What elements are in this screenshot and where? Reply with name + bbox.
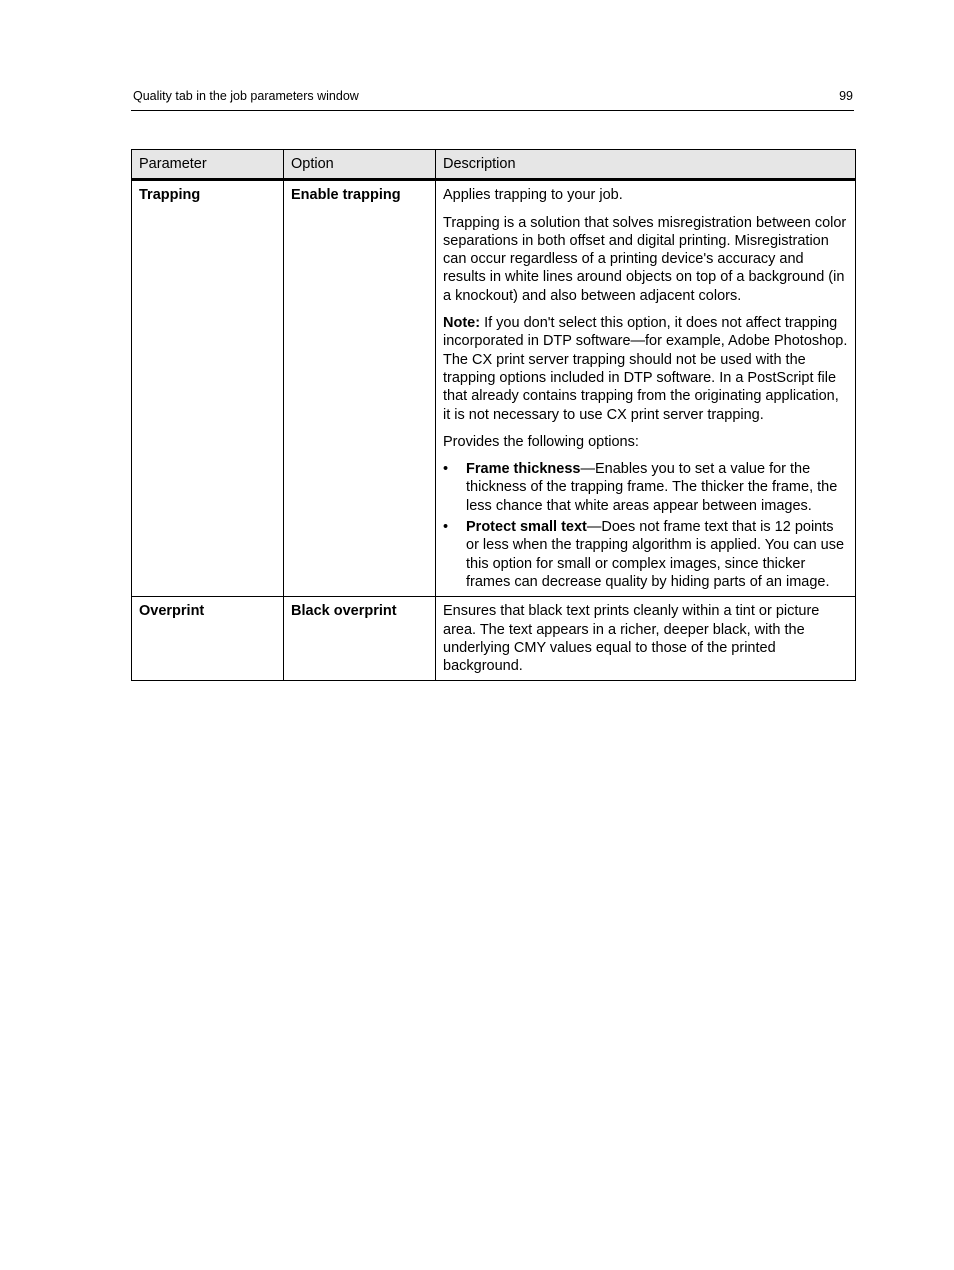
note-label: Note:: [443, 315, 481, 332]
option-text: —Enables you to set a value for the thickness of the trapping frame. The thicker the frame, the less chance that white areas appear between images.: [466, 461, 838, 514]
column-header-option: Option: [284, 150, 436, 180]
column-header-parameter: Parameter: [132, 150, 284, 180]
description-paragraph: Trapping is a solution that solves misregistration between color separations in both offset and digital printing. Misregistration can occur regardless of a printing device's accuracy and results in white lines around objects on top of a background (in a knockout) and also between adjacent colors.: [443, 214, 847, 304]
option-cell: Enable trapping: [284, 180, 436, 597]
bullet-icon: •: [443, 461, 449, 478]
list-item-protect-small-text: [443, 518, 849, 591]
table-header-row: [132, 150, 856, 180]
option-term: Frame thickness: [466, 461, 581, 478]
description-paragraph: Provides the following options:: [443, 433, 639, 450]
parameter-cell: Trapping: [132, 180, 284, 597]
header-rule: [131, 110, 854, 111]
note-paragraph: [443, 314, 849, 424]
table-row-trapping: [132, 180, 856, 597]
parameters-table: [131, 149, 856, 681]
option-term: Protect small text: [466, 519, 587, 536]
parameter-cell: Overprint: [132, 597, 284, 681]
list-item-frame-thickness: [443, 460, 849, 515]
description-paragraph: Ensures that black text prints cleanly within a tint or picture area. The text appears in a richer, deeper black, with the underlying CMY values equal to those of the printed background.: [443, 603, 820, 675]
options-list: [443, 460, 849, 591]
running-title: Quality tab in the job parameters window: [133, 89, 359, 103]
option-cell: Black overprint: [284, 597, 436, 681]
option-text: —Does not frame text that is 12 points or less when the trapping algorithm is applied. You can use this option for small or complex images, since thicker frames can decrease quality by hiding parts of an image.: [466, 519, 845, 590]
page-number: 99: [839, 89, 853, 103]
description-paragraph: Applies trapping to your job.: [443, 187, 623, 204]
page-header: [133, 88, 853, 104]
column-header-description: Description: [436, 150, 856, 180]
table-row-overprint: [132, 597, 856, 681]
description-cell: [436, 597, 856, 681]
description-cell: [436, 180, 856, 597]
note-text: If you don't select this option, it does not affect trapping incorporated in DTP software—for example, Adobe Photoshop. The CX print server trapping should not be used with the trapping options included in DTP software. In a PostScript file that already contains trapping from the originating application, it is not necessary to use CX print server trapping.: [443, 315, 848, 423]
bullet-icon: •: [443, 519, 449, 536]
